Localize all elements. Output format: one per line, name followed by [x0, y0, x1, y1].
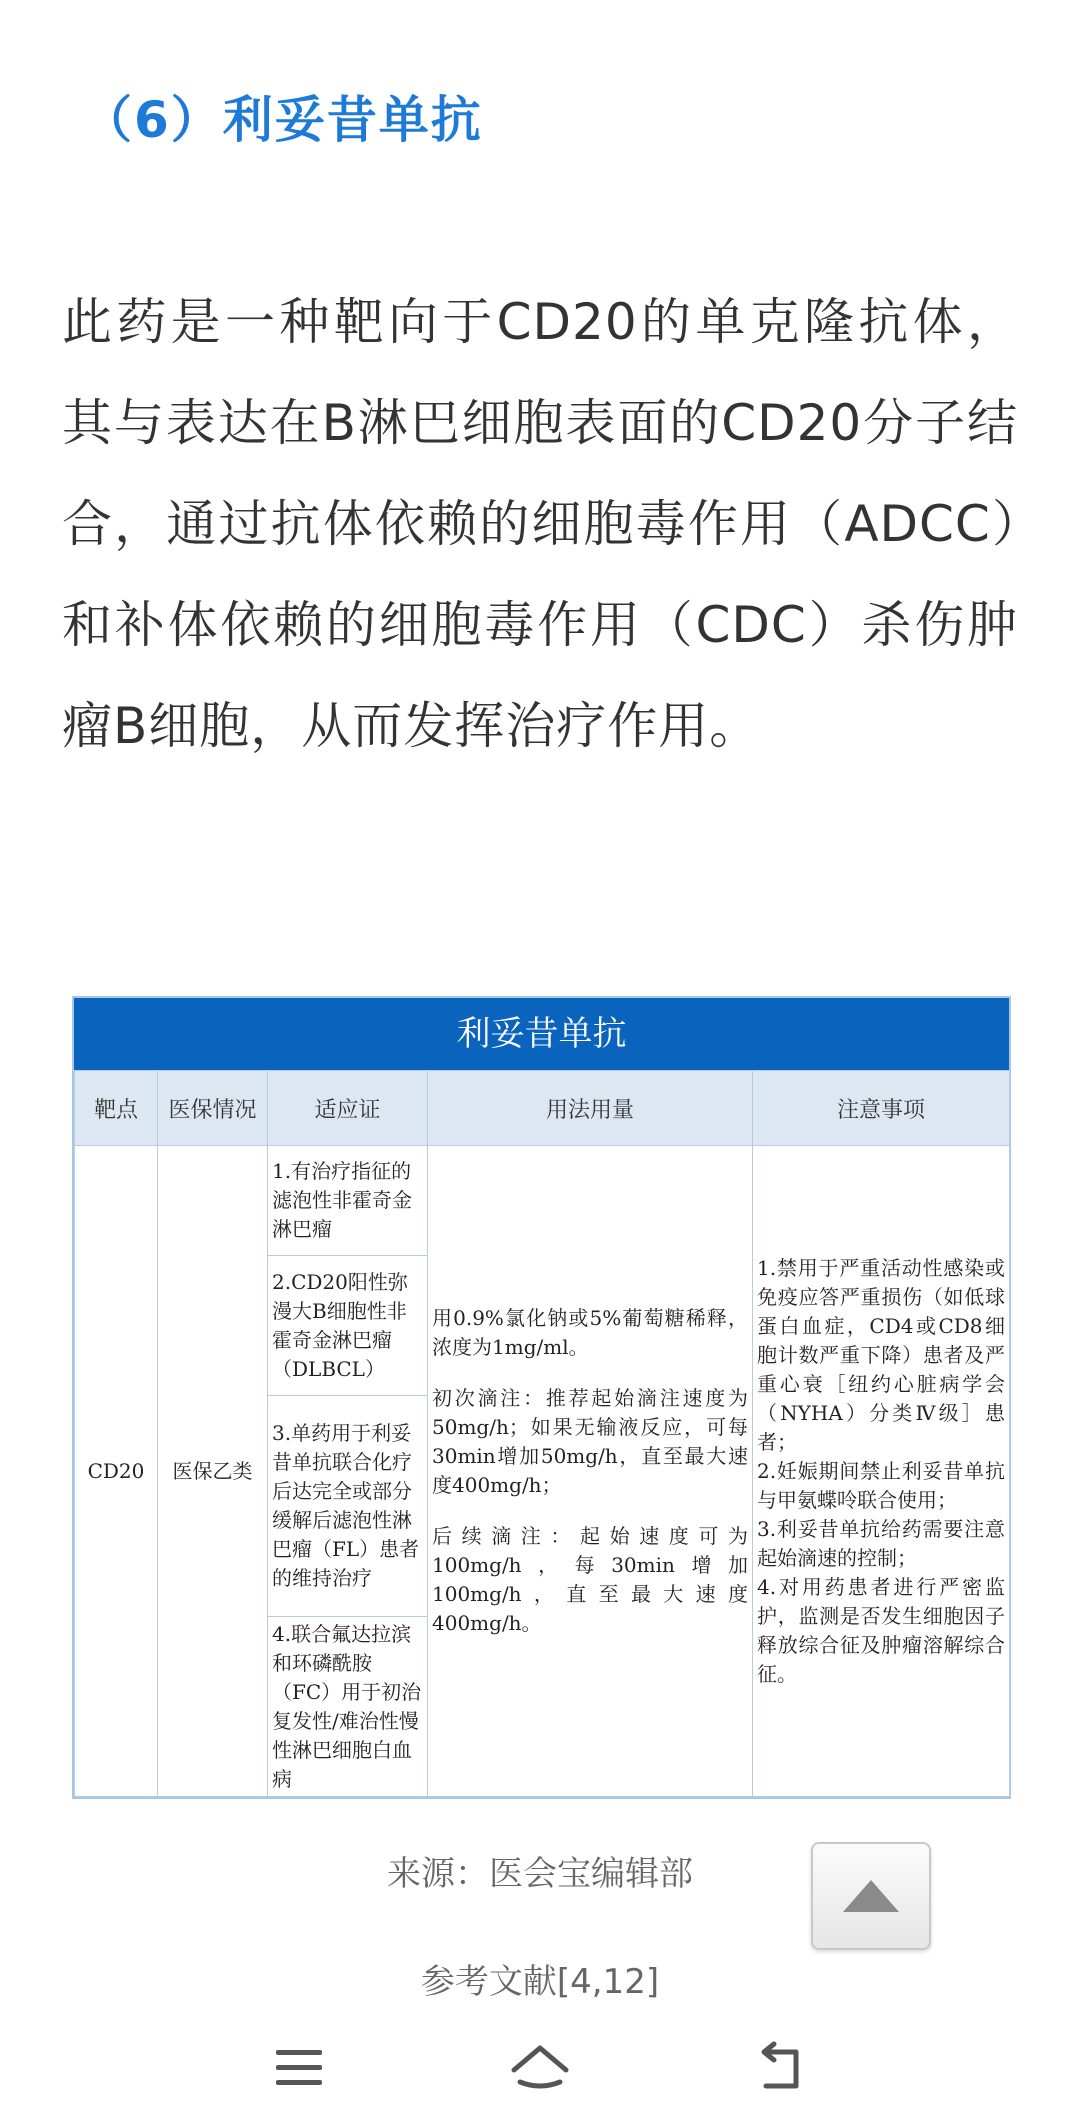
body-paragraph: 此药是一种靶向于CD20的单克隆抗体，其与表达在B淋巴细胞表面的CD20分子结合，通过抗体依赖的细胞毒作用（ADCC）和补体依赖的细胞毒作用（CDC）杀伤肿瘤B细胞，从而发挥治疗作用。 [62, 293, 1018, 755]
drug-info-table [74, 1070, 1010, 1797]
drug-table [72, 996, 1011, 1799]
reference-caption: 参考文献[4,12] [420, 1962, 660, 2002]
table-banner: 利妥昔单抗 [74, 998, 1009, 1070]
nav-menu-button[interactable] [260, 2038, 340, 2098]
header-usage: 用法用量 [428, 1071, 753, 1146]
note-3: 3.利妥昔单抗给药需要注意起始滴速的控制； [757, 1516, 1005, 1570]
header-notes: 注意事项 [753, 1071, 1010, 1146]
system-navigation-bar [0, 2020, 1080, 2122]
header-insurance: 医保情况 [158, 1071, 268, 1146]
cell-usage [428, 1146, 753, 1797]
note-1: 1.禁用于严重活动性感染或免疫应答严重损伤（如低球蛋白血症，CD4或CD8细胞计数严重下降）患者及严重心衰［纽约心脏病学会（NYHA）分类Ⅳ级］患者； [757, 1255, 1005, 1454]
cell-indication-2: 2.CD20阳性弥漫大B细胞性非霍奇金淋巴瘤（DLBCL） [268, 1256, 428, 1396]
home-icon [500, 2038, 580, 2098]
back-to-top-button[interactable] [811, 1842, 931, 1950]
nav-back-button[interactable] [740, 2038, 820, 2098]
section-title: （6）利妥昔单抗 [82, 91, 483, 149]
cell-insurance: 医保乙类 [158, 1146, 268, 1797]
table-row [75, 1146, 1010, 1256]
usage-subsequent-infusion: 后续滴注：起始速度可为100mg/h，每30min增加100mg/h，直至最大速度400mg/h。 [432, 1524, 748, 1635]
back-icon [740, 2038, 820, 2098]
source-caption: 来源：医会宝编辑部 [387, 1854, 693, 1894]
cell-indication-4: 4.联合氟达拉滨和环磷酰胺（FC）用于初治复发性/难治性慢性淋巴细胞白血病 [268, 1617, 428, 1797]
usage-dilution: 用0.9%氯化钠或5%葡萄糖稀释，浓度为1mg/ml。 [432, 1306, 748, 1359]
note-2: 2.妊娠期间禁止利妥昔单抗与甲氨蝶呤联合使用； [757, 1458, 1005, 1512]
nav-home-button[interactable] [500, 2038, 580, 2098]
table-header-row [75, 1071, 1010, 1146]
cell-indication-3: 3.单药用于利妥昔单抗联合化疗后达完全或部分缓解后滤泡性淋巴瘤（FL）患者的维持治疗 [268, 1396, 428, 1617]
cell-indication-1: 1.有治疗指征的滤泡性非霍奇金淋巴瘤 [268, 1146, 428, 1256]
header-indications: 适应证 [268, 1071, 428, 1146]
triangle-up-icon [843, 1880, 899, 1912]
cell-target: CD20 [75, 1146, 158, 1797]
usage-initial-infusion: 初次滴注：推荐起始滴注速度为50mg/h；如果无输液反应，可每30min增加50mg/h，直至最大速度400mg/h； [432, 1386, 748, 1497]
cell-notes [753, 1146, 1010, 1797]
note-4: 4.对用药患者进行严密监护，监测是否发生细胞因子释放综合征及肿瘤溶解综合征。 [757, 1574, 1005, 1686]
header-target: 靶点 [75, 1071, 158, 1146]
